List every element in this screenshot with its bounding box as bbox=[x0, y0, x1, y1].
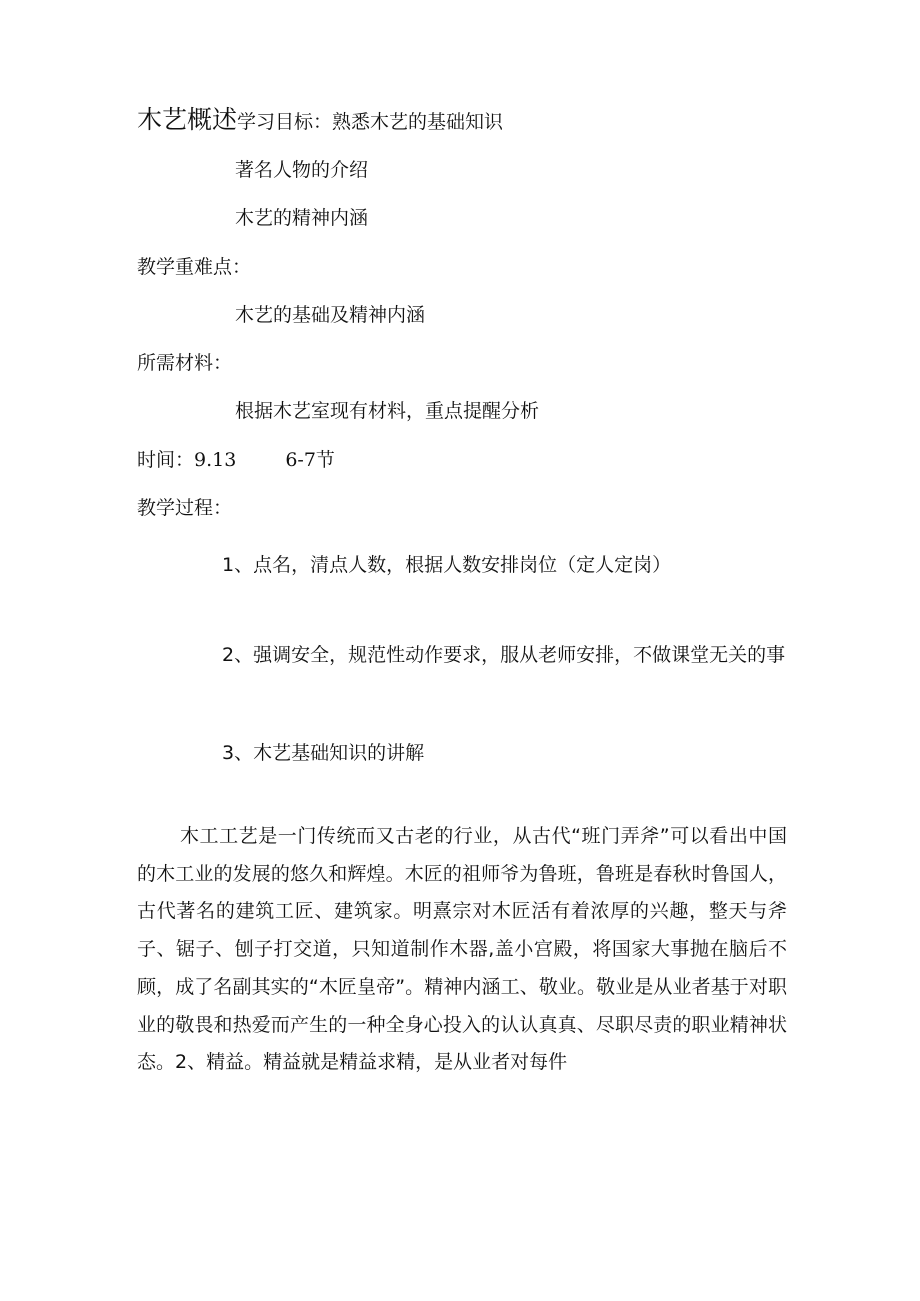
process-step-2: 2、强调安全，规范性动作要求，服从老师安排，不做课堂无关的事 bbox=[222, 644, 786, 666]
key-points-label: 教学重难点： bbox=[137, 256, 252, 278]
process-step-1: 1、点名，清点人数，根据人数安排岗位（定人定岗） bbox=[222, 554, 672, 576]
learning-goal-3: 木艺的精神内涵 bbox=[235, 207, 369, 229]
time-line bbox=[137, 447, 335, 473]
time-period: 6-7节 bbox=[285, 449, 335, 471]
learning-goal-1: 学习目标：熟悉木艺的基础知识 bbox=[237, 111, 504, 133]
body-paragraph: 木工工艺是一门传统而又古老的行业，从古代“班门弄斧”可以看出中国的木工业的发展的悠久和辉煌。木匠的祖师爷为鲁班，鲁班是春秋时鲁国人，古代著名的建筑工匠、建筑家。明熹宗对木匠活有着浓厚的兴趣，整天与斧子、锯子、刨子打交道，只知道制作木器,盖小宫殿，将国家大事抛在脑后不顾，成了名副其实的“木匠皇帝”。精神内涵工、敬业。敬业是从业者基于对职业的敬畏和热爱而产生的一种全身心投入的认认真真、尽职尽责的职业精神状态。2、精益。精益就是精益求精，是从业者对每件 bbox=[137, 825, 787, 1074]
learning-goal-2: 著名人物的介绍 bbox=[235, 159, 369, 181]
title-line bbox=[137, 107, 503, 135]
document-title: 木艺概述 bbox=[137, 105, 238, 134]
process-step-3: 3、木艺基础知识的讲解 bbox=[222, 742, 425, 764]
time-date: 9.13 bbox=[194, 449, 237, 471]
time-label: 时间： bbox=[137, 449, 195, 471]
materials-text: 根据木艺室现有材料，重点提醒分析 bbox=[235, 400, 540, 422]
process-label: 教学过程： bbox=[137, 497, 233, 519]
key-points-text: 木艺的基础及精神内涵 bbox=[235, 304, 426, 326]
materials-label: 所需材料： bbox=[137, 352, 233, 374]
